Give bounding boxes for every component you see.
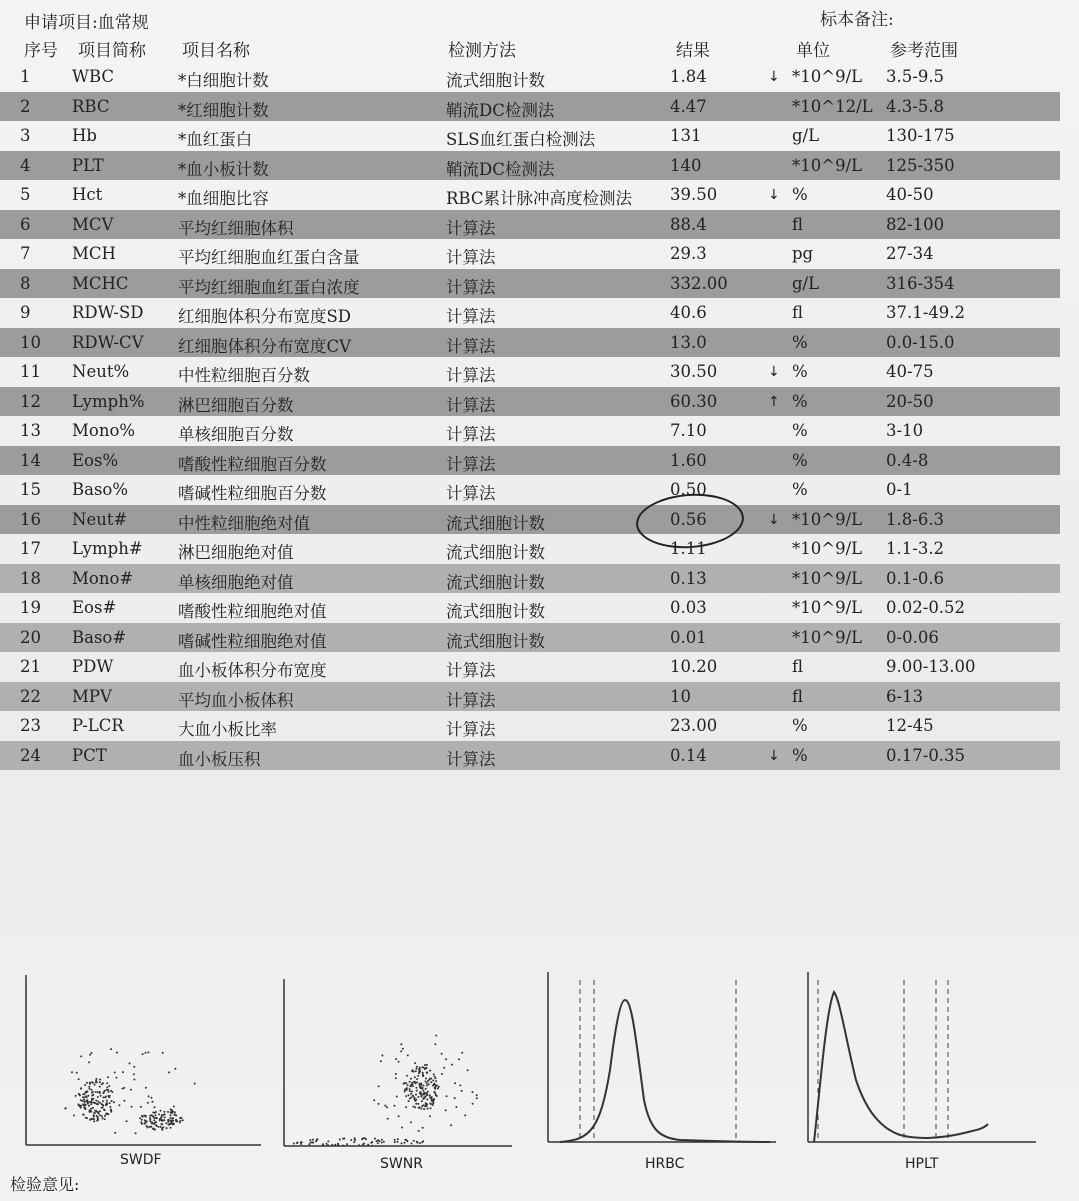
row-result: 23.00: [670, 716, 718, 735]
row-result: 1.60: [670, 450, 707, 470]
row-abbreviation: Neut#: [72, 509, 128, 529]
row-item-name: 嗜酸性粒细胞百分数: [178, 454, 327, 474]
row-unit: *10^9/L: [792, 598, 863, 617]
row-method: RBC累计脉冲高度检测法: [446, 189, 632, 208]
row-index: 19: [20, 598, 41, 617]
row-method: 流式细胞计数: [446, 602, 545, 621]
row-unit: %: [792, 362, 808, 381]
row-index: 24: [20, 745, 41, 765]
row-item-name: 嗜碱性粒细胞百分数: [178, 484, 327, 503]
row-item-name: 平均红细胞体积: [178, 218, 294, 238]
row-item-name: 单核细胞绝对值: [178, 572, 294, 592]
row-item-name: 淋巴细胞绝对值: [178, 543, 294, 562]
specimen-note-label: 标本备注:: [820, 10, 894, 30]
row-result: 0.13: [670, 568, 707, 588]
row-result: 40.6: [670, 303, 707, 322]
row-item-name: 大血小板比率: [178, 720, 277, 739]
row-index: 9: [20, 303, 31, 322]
col-unit: 单位: [796, 41, 830, 61]
row-result: 29.3: [670, 244, 707, 263]
row-abbreviation: Lymph%: [72, 391, 145, 411]
row-item-name: 嗜碱性粒细胞绝对值: [178, 631, 327, 651]
row-item-name: 平均红细胞血红蛋白浓度: [178, 277, 360, 297]
row-abbreviation: Eos%: [72, 450, 119, 470]
row-unit: g/L: [792, 273, 820, 293]
row-method: 鞘流DC检测法: [446, 159, 555, 179]
row-item-name: *血小板计数: [178, 159, 269, 179]
row-unit: pg: [792, 244, 814, 263]
table-row: [0, 593, 1060, 623]
row-index: 6: [20, 214, 31, 234]
row-flag: ↓: [768, 747, 780, 764]
table-row: [0, 92, 1060, 122]
row-result: 10: [670, 686, 691, 706]
row-index: 18: [20, 568, 41, 588]
row-result: 39.50: [670, 185, 718, 204]
row-reference-range: 40-75: [886, 362, 934, 381]
results-table: [0, 62, 1060, 770]
row-index: 23: [20, 716, 41, 735]
table-row: [0, 741, 1060, 771]
row-index: 16: [20, 509, 41, 529]
row-reference-range: 1.1-3.2: [886, 539, 945, 558]
row-method: 流式细胞计数: [446, 572, 545, 592]
row-reference-range: 4.3-5.8: [886, 96, 945, 116]
row-reference-range: 37.1-49.2: [886, 303, 966, 322]
row-method: 计算法: [446, 661, 496, 680]
row-result: 1.11: [670, 539, 707, 558]
row-unit: fl: [792, 303, 804, 322]
row-method: 计算法: [446, 307, 496, 326]
row-result: 60.30: [670, 391, 718, 411]
row-reference-range: 0-1: [886, 480, 913, 499]
row-abbreviation: Hct: [72, 185, 103, 204]
row-reference-range: 3-10: [886, 421, 924, 440]
row-reference-range: 0.4-8: [886, 450, 929, 470]
row-unit: %: [792, 480, 808, 499]
row-method: 计算法: [446, 248, 496, 267]
row-flag: ↑: [768, 393, 780, 410]
row-unit: fl: [792, 657, 804, 676]
row-abbreviation: Hb: [72, 126, 97, 145]
table-row: [0, 564, 1060, 594]
table-row: [0, 387, 1060, 417]
opinion-label: 检验意见:: [10, 1175, 80, 1194]
row-reference-range: 0.1-0.6: [886, 568, 945, 588]
table-row: [0, 121, 1060, 151]
table-row: [0, 328, 1060, 358]
row-abbreviation: RBC: [72, 96, 110, 116]
row-unit: *10^9/L: [792, 627, 863, 647]
swnr-label: SWNR: [380, 1156, 423, 1172]
row-index: 3: [20, 126, 31, 145]
table-row: [0, 180, 1060, 210]
row-unit: g/L: [792, 126, 820, 145]
table-row: [0, 623, 1060, 653]
row-item-name: 平均红细胞血红蛋白含量: [178, 248, 360, 267]
swdf-label: SWDF: [120, 1152, 162, 1168]
table-row: [0, 475, 1060, 505]
row-item-name: 嗜酸性粒细胞绝对值: [178, 602, 327, 621]
row-reference-range: 130-175: [886, 126, 955, 145]
row-item-name: *白细胞计数: [178, 71, 269, 90]
table-row: [0, 239, 1060, 269]
row-method: 鞘流DC检测法: [446, 100, 555, 120]
col-method: 检测方法: [448, 41, 516, 61]
row-reference-range: 12-45: [886, 716, 934, 735]
row-index: 10: [20, 332, 41, 352]
row-result: 30.50: [670, 362, 718, 381]
row-result: 131: [670, 126, 702, 145]
table-row: [0, 652, 1060, 682]
col-ref: 参考范围: [890, 41, 958, 61]
row-result: 13.0: [670, 332, 707, 352]
row-unit: fl: [792, 214, 804, 234]
table-row: [0, 534, 1060, 564]
row-item-name: *血红蛋白: [178, 130, 253, 149]
request-item-label: 申请项目:血常规: [24, 13, 149, 33]
hrbc-label: HRBC: [645, 1156, 685, 1172]
table-row: [0, 357, 1060, 387]
row-item-name: 中性粒细胞百分数: [178, 366, 310, 385]
row-reference-range: 0.02-0.52: [886, 598, 966, 617]
row-abbreviation: RDW-CV: [72, 332, 144, 352]
row-method: 流式细胞计数: [446, 71, 545, 90]
hplt-histogram: [800, 970, 1040, 1150]
col-name: 项目名称: [182, 41, 250, 61]
row-method: 流式细胞计数: [446, 543, 545, 562]
row-index: 4: [20, 155, 31, 175]
table-row: [0, 210, 1060, 240]
row-method: 计算法: [446, 484, 496, 503]
row-result: 0.14: [670, 745, 707, 765]
row-item-name: *红细胞计数: [178, 100, 269, 120]
table-row: [0, 446, 1060, 476]
row-item-name: 红细胞体积分布宽度CV: [178, 336, 352, 356]
row-index: 22: [20, 686, 41, 706]
row-method: 计算法: [446, 454, 496, 474]
row-index: 1: [20, 67, 31, 86]
row-unit: %: [792, 332, 808, 352]
row-method: 计算法: [446, 277, 496, 297]
row-reference-range: 1.8-6.3: [886, 509, 945, 529]
row-abbreviation: Eos#: [72, 598, 117, 617]
col-idx: 序号: [24, 41, 58, 61]
col-result: 结果: [676, 41, 710, 61]
row-reference-range: 6-13: [886, 686, 924, 706]
row-index: 13: [20, 421, 41, 440]
row-result: 4.47: [670, 96, 707, 116]
col-abbr: 项目简称: [78, 41, 146, 61]
row-abbreviation: PLT: [72, 155, 104, 175]
row-result: 1.84: [670, 67, 707, 86]
row-item-name: 中性粒细胞绝对值: [178, 513, 310, 533]
swnr-scatter: [276, 974, 516, 1160]
row-abbreviation: Neut%: [72, 362, 130, 381]
row-index: 7: [20, 244, 31, 263]
row-method: 计算法: [446, 395, 496, 415]
row-reference-range: 0.0-15.0: [886, 332, 955, 352]
table-row: [0, 682, 1060, 712]
row-result: 0.03: [670, 598, 707, 617]
table-row: [0, 711, 1060, 741]
row-abbreviation: Baso#: [72, 627, 127, 647]
row-reference-range: 316-354: [886, 273, 955, 293]
hplt-label: HPLT: [905, 1156, 939, 1172]
row-reference-range: 20-50: [886, 391, 934, 411]
row-item-name: *血细胞比容: [178, 189, 269, 208]
row-method: 流式细胞计数: [446, 513, 545, 533]
row-unit: %: [792, 745, 808, 765]
row-method: SLS血红蛋白检测法: [446, 130, 596, 149]
row-abbreviation: MCV: [72, 214, 114, 234]
row-item-name: 红细胞体积分布宽度SD: [178, 307, 352, 326]
row-reference-range: 27-34: [886, 244, 934, 263]
row-result: 88.4: [670, 214, 707, 234]
table-row: [0, 298, 1060, 328]
row-flag: ↓: [768, 511, 780, 528]
row-result: 0.01: [670, 627, 707, 647]
row-item-name: 血小板压积: [178, 749, 261, 769]
row-abbreviation: Mono%: [72, 421, 136, 440]
histogram-area: [0, 960, 1079, 1180]
row-index: 12: [20, 391, 41, 411]
row-abbreviation: PCT: [72, 745, 107, 765]
row-abbreviation: RDW-SD: [72, 303, 144, 322]
row-method: 计算法: [446, 690, 496, 710]
row-index: 14: [20, 450, 41, 470]
row-method: 计算法: [446, 749, 496, 769]
row-reference-range: 82-100: [886, 214, 945, 234]
table-row: [0, 62, 1060, 92]
row-unit: *10^9/L: [792, 155, 863, 175]
row-unit: *10^12/L: [792, 96, 873, 116]
row-flag: ↓: [768, 187, 780, 203]
row-abbreviation: MCHC: [72, 273, 129, 293]
table-row: [0, 269, 1060, 299]
row-abbreviation: MPV: [72, 686, 112, 706]
row-index: 5: [20, 185, 31, 204]
row-result: 0.56: [670, 509, 707, 529]
row-index: 20: [20, 627, 41, 647]
row-unit: %: [792, 716, 808, 735]
row-abbreviation: Baso%: [72, 480, 129, 499]
row-item-name: 淋巴细胞百分数: [178, 395, 294, 415]
row-unit: *10^9/L: [792, 67, 863, 86]
row-reference-range: 40-50: [886, 185, 934, 204]
row-item-name: 平均血小板体积: [178, 690, 294, 710]
row-unit: %: [792, 185, 808, 204]
row-abbreviation: PDW: [72, 657, 114, 676]
row-unit: fl: [792, 686, 804, 706]
row-method: 计算法: [446, 218, 496, 238]
row-flag: ↓: [768, 364, 780, 380]
row-method: 计算法: [446, 366, 496, 385]
row-abbreviation: WBC: [72, 67, 115, 86]
row-method: 计算法: [446, 336, 496, 356]
row-method: 计算法: [446, 720, 496, 739]
row-index: 2: [20, 96, 31, 116]
row-abbreviation: MCH: [72, 244, 116, 263]
row-unit: *10^9/L: [792, 568, 863, 588]
table-row: [0, 416, 1060, 446]
row-index: 21: [20, 657, 41, 676]
row-unit: *10^9/L: [792, 509, 863, 529]
row-result: 0.50: [670, 480, 707, 499]
row-item-name: 单核细胞百分数: [178, 425, 294, 444]
row-index: 8: [20, 273, 31, 293]
row-abbreviation: Mono#: [72, 568, 134, 588]
row-method: 流式细胞计数: [446, 631, 545, 651]
row-result: 7.10: [670, 421, 707, 440]
row-reference-range: 9.00-13.00: [886, 657, 976, 676]
row-index: 15: [20, 480, 41, 499]
swdf-scatter: [16, 970, 266, 1160]
row-flag: ↓: [768, 69, 780, 85]
row-result: 10.20: [670, 657, 718, 676]
row-abbreviation: P-LCR: [72, 716, 124, 735]
row-result: 140: [670, 155, 702, 175]
row-unit: *10^9/L: [792, 539, 863, 558]
hrbc-histogram: [540, 970, 780, 1150]
row-unit: %: [792, 421, 808, 440]
table-row: [0, 505, 1060, 535]
row-result: 332.00: [670, 273, 728, 293]
row-index: 11: [20, 362, 41, 381]
row-index: 17: [20, 539, 41, 558]
row-unit: %: [792, 450, 808, 470]
row-reference-range: 3.5-9.5: [886, 67, 945, 86]
table-header: [0, 34, 1060, 60]
row-method: 计算法: [446, 425, 496, 444]
row-reference-range: 0.17-0.35: [886, 745, 966, 765]
table-row: [0, 151, 1060, 181]
row-item-name: 血小板体积分布宽度: [178, 661, 327, 680]
row-reference-range: 125-350: [886, 155, 955, 175]
row-abbreviation: Lymph#: [72, 539, 143, 558]
row-reference-range: 0-0.06: [886, 627, 939, 647]
row-unit: %: [792, 391, 808, 411]
